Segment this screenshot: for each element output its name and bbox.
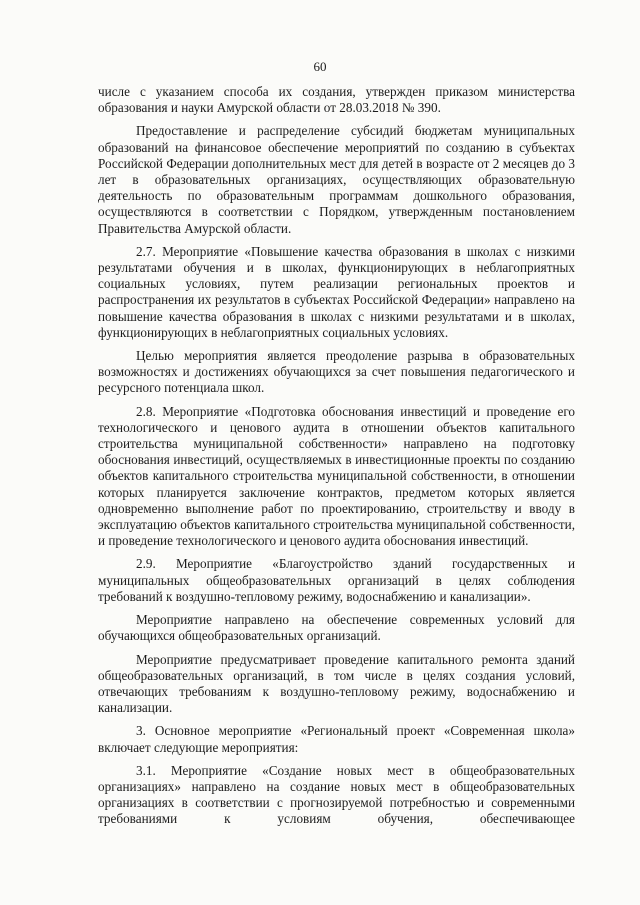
paragraph-main-measure-3: 3. Основное мероприятие «Региональный проект «Современная школа» включает следующие мероприятия: bbox=[98, 723, 575, 755]
page-number: 60 bbox=[313, 59, 327, 74]
paragraph-subsidies: Предоставление и распределение субсидий бюджетам муниципальных образований на финансовое обеспечение мероприятий по созданию в субъектах Российской Федерации дополнительных мест для детей в возрасте от 2 месяцев до 3 лет в образовательных организациях, осуществляющих образовательную деятельность по образовательным программам дошкольного образования, осуществляются в соответствии с Порядком, утвержденным постановлением Правительства Амурской области. bbox=[98, 123, 575, 236]
paragraph-measure-2-9-aim: Мероприятие направлено на обеспечение современных условий для обучающихся общеобразовательных организаций. bbox=[98, 612, 575, 644]
document-body bbox=[98, 84, 575, 835]
paragraph-continuation: числе с указанием способа их создания, утвержден приказом министерства образования и науки Амурской области от 28.03.2018 № 390. bbox=[98, 84, 575, 116]
paragraph-measure-2-9: 2.9. Мероприятие «Благоустройство зданий государственных и муниципальных общеобразовательных организаций в целях соблюдения требований к воздушно-тепловому режиму, водоснабжению и канализации». bbox=[98, 556, 575, 604]
paragraph-measure-3-1: 3.1. Мероприятие «Создание новых мест в общеобразовательных организациях» направлено на создание новых мест в общеобразовательных организациях в соответствии с прогнозируемой потребностью и современными требованиями к условиям обучения, обеспечивающее bbox=[98, 762, 575, 827]
paragraph-measure-2-9-scope: Мероприятие предусматривает проведение капитального ремонта зданий общеобразовательных организаций, в том числе в целях создания условий, отвечающих требованиям к воздушно-тепловому режиму, водоснабжению и канализации. bbox=[98, 651, 575, 716]
paragraph-measure-2-7-goal: Целью мероприятия является преодоление разрыва в образовательных возможностях и достижениях обучающихся за счет повышения педагогического и ресурсного потенциала школ. bbox=[98, 348, 575, 396]
paragraph-measure-2-7: 2.7. Мероприятие «Повышение качества образования в школах с низкими результатами обучения и в школах, функционирующих в неблагоприятных социальных условиях, путем реализации региональных проектов и распространения их результатов в субъектах Российской Федерации» направлено на повышение качества образования в школах с низкими результатами и в школах, функционирующих в неблагоприятных социальных условиях. bbox=[98, 243, 575, 340]
paragraph-measure-2-8: 2.8. Мероприятие «Подготовка обоснования инвестиций и проведение его технологического и ценового аудита в отношении объектов капитального строительства муниципальной собственности» направлено на подготовку обоснования инвестиций, осуществляемых в инвестиционные проекты по созданию объектов капитального строительства муниципальной собственности, в отношении которых планируется заключение контрактов, предметом которых является одновременно выполнение работ по проектированию, строительству и вводу в эксплуатацию объектов капитального строительства муниципальной собственности, и проведение технологического и ценового аудита обоснования инвестиций. bbox=[98, 403, 575, 549]
